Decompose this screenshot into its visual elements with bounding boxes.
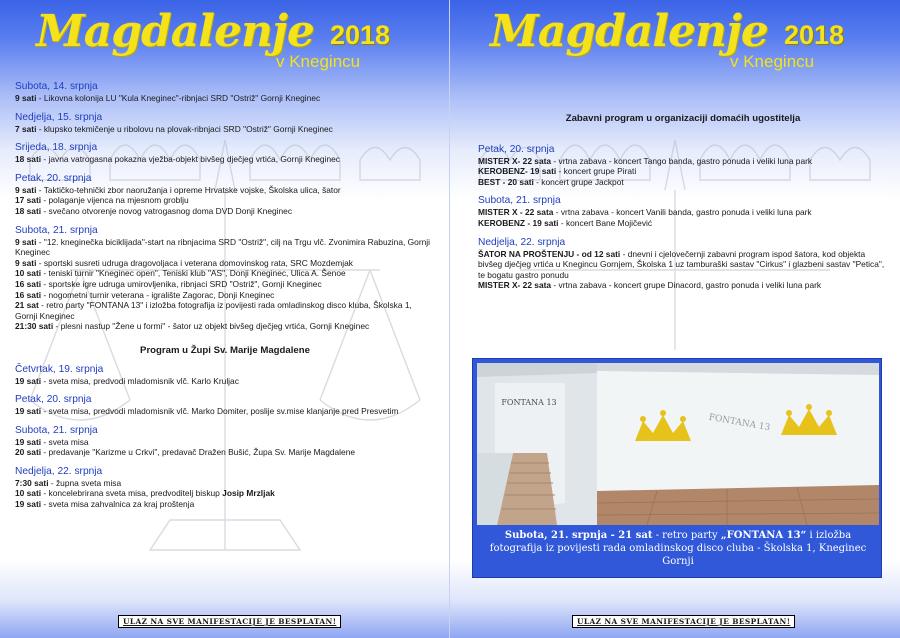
page-title: Magdalenje bbox=[36, 6, 314, 57]
program-event bbox=[15, 488, 435, 499]
program-event bbox=[15, 279, 435, 290]
event-text: - vrtna zabava - koncert Vanili banda, gastro ponuda i veliki luna park bbox=[553, 207, 812, 218]
event-text: - koncert grupe Pirati bbox=[556, 166, 637, 177]
event-text: - sportske igre udruga umirovljenika, ribnjaci SRD "Ostriž", Gornji Kneginec bbox=[41, 278, 322, 289]
event-text: - vrtna zabava - koncert Tango banda, gastro ponuda i veliki luna park bbox=[551, 155, 813, 166]
event-text: - "12. kneginečka biciklijada"-start na ribnjacima SRD "Ostriž", cilj na Trgu vlč. Zvonimira Rabuzina, Gornji Kneginec bbox=[15, 236, 430, 258]
event-text: - sveta misa, predvodi mladomisnik vlč. Karlo Kruljac bbox=[41, 375, 239, 386]
event-time: MISTER X - 22 sata bbox=[478, 207, 554, 218]
event-time: 7 sati bbox=[15, 123, 37, 134]
right-page bbox=[450, 0, 900, 638]
program-event bbox=[15, 258, 435, 269]
event-text: - Likovna kolonija LU "Kula Kneginec"-ribnjaci SRD "Ostriž" Gornji Kneginec bbox=[36, 93, 321, 103]
program-event bbox=[478, 280, 888, 291]
day-title: Petak, 20. srpnja bbox=[15, 394, 92, 406]
program-day bbox=[15, 465, 435, 510]
event-time: 21:30 sati bbox=[15, 321, 54, 332]
event-time: 21 sat bbox=[15, 300, 39, 311]
event-text: - retro party "FONTANA 13" i izložba fotografija iz povijesti rada omladinskog disco kluba, Školska 1, Gornji Kneginec bbox=[15, 300, 412, 321]
event-time: KEROBENZ- 19 sati bbox=[478, 166, 557, 177]
event-time: 9 sati bbox=[15, 236, 37, 247]
event-text: - nogometni turnir veterana - igralište Zagorac, Donji Kneginec bbox=[41, 289, 275, 300]
event-time: 16 sati bbox=[15, 278, 42, 289]
event-time: MISTER X- 22 sata bbox=[478, 155, 552, 166]
caption-rest: i izložba fotografija iz povijesti rada omladinskog disco cluba - Školska 1, Kneginec Gornji bbox=[489, 530, 867, 567]
church-program-heading: Program u Župi Sv. Marije Magdalene bbox=[140, 344, 310, 356]
event-time: 9 sati bbox=[15, 184, 37, 195]
event-time: 18 sati bbox=[15, 205, 42, 216]
event-text: - teniski turnir "Kneginec open", Teniski klub "AS", Donji Kneginec, Ulica A. Šenoe bbox=[41, 268, 346, 279]
day-title: Nedjelja, 22. srpnja bbox=[478, 236, 566, 248]
event-text: - sportski susreti udruga dragovoljaca i veterana domovinskog rata, SRC Mozdemjak bbox=[36, 257, 353, 268]
program-event bbox=[15, 478, 435, 489]
program-event bbox=[15, 499, 435, 510]
program-event bbox=[15, 268, 435, 279]
event-text: - klupsko tekmičenje u ribolovu na plovak-ribnjaci SRD "Ostriž" Gornji Kneginec bbox=[36, 123, 333, 134]
program-event bbox=[478, 249, 888, 281]
program-event bbox=[15, 206, 435, 217]
caption-date: Subota, 21. srpnja - 21 sat bbox=[504, 530, 653, 541]
day-title: Četvrtak, 19. srpnja bbox=[15, 363, 104, 375]
program-event bbox=[478, 166, 888, 177]
program-day bbox=[15, 111, 435, 135]
day-title: Petak, 20. srpnja bbox=[15, 172, 92, 184]
program-day bbox=[15, 224, 435, 332]
event-time: 19 sati bbox=[15, 499, 42, 510]
event-text: - koncert Bane Mojičević bbox=[558, 217, 653, 228]
event-time: 19 sati bbox=[15, 436, 42, 447]
program-event bbox=[478, 218, 888, 229]
day-title: Subota, 21. srpnja bbox=[15, 424, 98, 436]
program-day bbox=[15, 172, 435, 217]
event-text: - polaganje vijenca na mjesnom groblju bbox=[41, 195, 189, 206]
day-title: Subota, 21. srpnja bbox=[478, 195, 561, 207]
program-event bbox=[15, 290, 435, 301]
event-time: 19 sati bbox=[15, 375, 42, 386]
day-title: Subota, 21. srpnja bbox=[15, 224, 98, 236]
title-year: 2018 bbox=[784, 20, 845, 50]
entertainment-program bbox=[478, 114, 888, 291]
event-time: 17 sati bbox=[15, 195, 42, 206]
program-day bbox=[478, 194, 888, 228]
event-text: - predavanje "Karizme u Crkvi", predavač Dražen Bušić, Župa Sv. Marije Magdalene bbox=[41, 447, 356, 458]
photo-sign-right: FONTANA 13 bbox=[707, 412, 771, 434]
event-text: - sveta misa, predvodi mladomisnik vlč. Marko Domiter, poslije sv.mise klanjanje pred Presvetim bbox=[41, 406, 399, 417]
program-event bbox=[15, 300, 435, 321]
program-event bbox=[15, 447, 435, 458]
event-time: 10 sati bbox=[15, 268, 42, 279]
event-text: - sveta misa bbox=[41, 436, 89, 447]
day-title: Subota, 14. srpnja bbox=[15, 81, 98, 92]
program-day bbox=[15, 80, 435, 104]
event-time: ŠATOR NA PROŠTENJU - od 12 sati bbox=[478, 248, 621, 259]
event-text: - plesni nastup "Žene u formi" - šator uz objekt bivšeg dječjeg vrtića, Gornji Kneginec bbox=[53, 321, 370, 332]
day-title: Srijeda, 18. srpnja bbox=[15, 142, 98, 154]
program-day bbox=[15, 393, 435, 417]
fontana-photo-panel bbox=[472, 358, 882, 578]
event-time: 7:30 sati bbox=[15, 477, 49, 488]
event-time: 18 sati bbox=[15, 154, 42, 165]
event-time: MISTER X- 22 sata bbox=[478, 280, 552, 291]
page-title: Magdalenje bbox=[490, 6, 768, 57]
event-text: - koncert grupe Jackpot bbox=[533, 176, 624, 187]
event-text: - sveta misa zahvalnica za kraj proštenja bbox=[41, 499, 195, 510]
day-title: Nedjelja, 15. srpnja bbox=[15, 111, 103, 123]
event-text: - župna sveta misa bbox=[48, 477, 122, 488]
free-entry-notice: ULAZ NA SVE MANIFESTACIJE JE BESPLATAN! bbox=[572, 615, 795, 628]
caption-mid: - retro party bbox=[652, 530, 721, 541]
event-time: 19 sati bbox=[15, 406, 42, 417]
event-time: 20 sati bbox=[15, 447, 42, 458]
event-time: 16 sati bbox=[15, 289, 42, 300]
program-event bbox=[15, 124, 435, 135]
event-text: - svečano otvorenje novog vatrogasnog doma DVD Donji Kneginec bbox=[41, 205, 293, 216]
event-text: - dnevni i cjelovečernji zabavni program ispod šatora, kod objekta bivšeg dječjeg vrtića u Knegincu Gornjem, Školska 1 uz tamburaški sastav "Cirkus" i glazbeni sastav "Petica", te bogatu gastro ponudu bbox=[478, 248, 885, 280]
program-event bbox=[15, 321, 435, 332]
title-year: 2018 bbox=[330, 20, 391, 50]
program-event bbox=[15, 237, 435, 258]
title-subtitle: v Knegincu bbox=[730, 52, 815, 71]
photo-caption bbox=[477, 529, 879, 568]
event-time: 10 sati bbox=[15, 488, 42, 499]
program-day bbox=[15, 363, 435, 387]
event-time: KEROBENZ - 19 sati bbox=[478, 217, 559, 228]
program-event bbox=[15, 406, 435, 417]
program-event bbox=[15, 195, 435, 206]
fontana-photo bbox=[477, 363, 879, 525]
event-text: - javna vatrogasna pokazna vježba-objekt bivšeg dječjeg vrtića, Gornji Kneginec bbox=[41, 154, 340, 165]
event-time: BEST - 20 sati bbox=[478, 176, 534, 187]
program-event bbox=[15, 437, 435, 448]
event-text: - koncelebrirana sveta misa, predvoditelj biskup bbox=[41, 488, 223, 499]
event-time: 9 sati bbox=[15, 257, 37, 268]
event-text: - Taktičko-tehnički zbor naoružanja i opreme Hrvatske vojske, Školska ulica, šator bbox=[36, 184, 341, 195]
program-day bbox=[15, 141, 435, 165]
event-time: 9 sati bbox=[15, 93, 37, 103]
program-day bbox=[15, 424, 435, 458]
program-day bbox=[478, 236, 888, 291]
day-title: Petak, 20. srpnja bbox=[478, 143, 555, 155]
free-entry-notice: ULAZ NA SVE MANIFESTACIJE JE BESPLATAN! bbox=[118, 615, 341, 628]
program-event bbox=[15, 376, 435, 387]
program-event bbox=[478, 207, 888, 218]
title-subtitle: v Knegincu bbox=[276, 52, 361, 71]
day-title: Nedjelja, 22. srpnja bbox=[15, 465, 103, 477]
event-highlight: Josip Mrzljak bbox=[222, 488, 275, 499]
program-event bbox=[15, 185, 435, 196]
program-event bbox=[478, 156, 888, 167]
photo-sign-left: FONTANA 13 bbox=[501, 398, 557, 407]
entertainment-heading: Zabavni program u organizaciji domaćih ugostitelja bbox=[565, 113, 801, 124]
program-event bbox=[478, 177, 888, 188]
program-event bbox=[15, 154, 435, 165]
program-day bbox=[478, 143, 888, 188]
main-program bbox=[15, 80, 435, 510]
event-text: - vrtna zabava - koncert grupe Dinacord, gastro ponuda i veliki luna park bbox=[551, 280, 822, 291]
caption-name: „FONTANA 13“ bbox=[720, 530, 807, 541]
program-event bbox=[15, 93, 435, 104]
